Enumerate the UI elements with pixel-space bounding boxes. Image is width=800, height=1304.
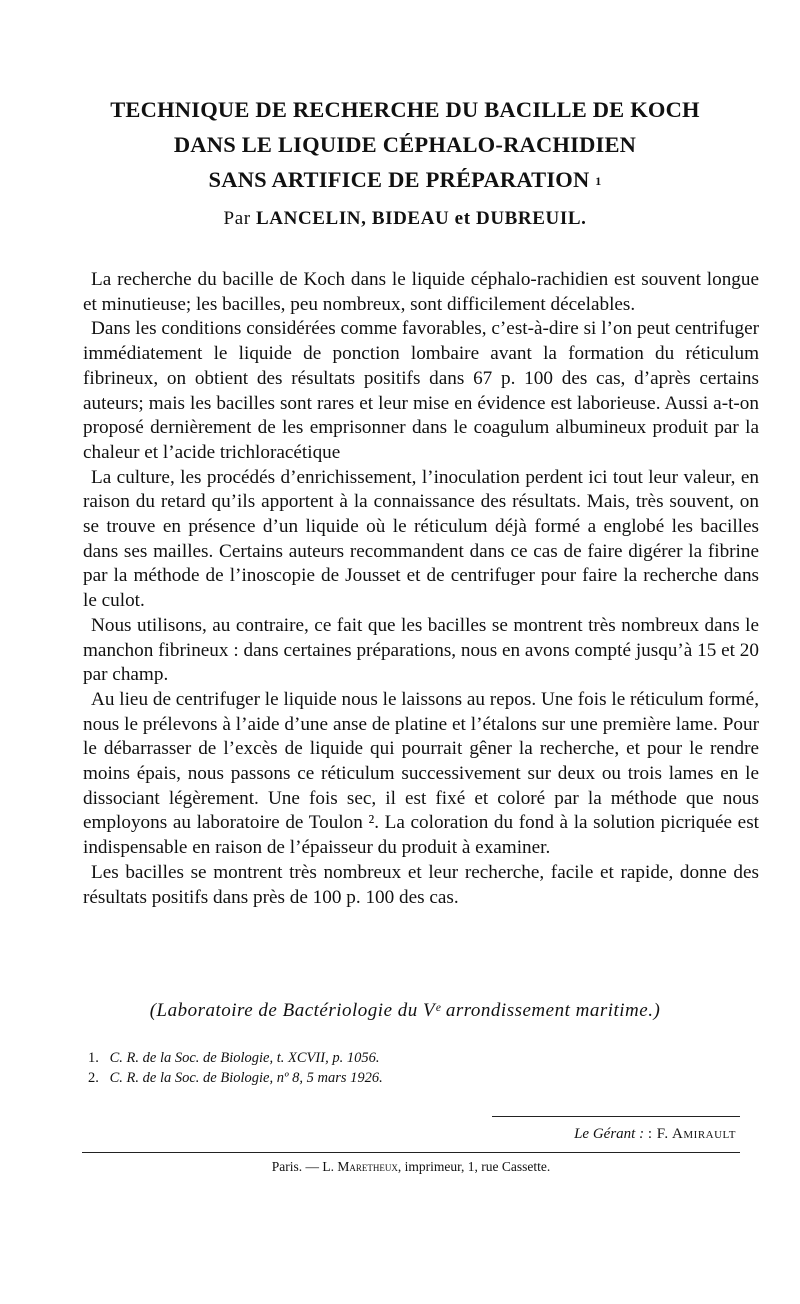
gerant-divider <box>492 1116 740 1117</box>
printer-suffix: imprimeur, 1, rue Cassette. <box>404 1159 551 1174</box>
title-line-1: TECHNIQUE DE RECHERCHE DU BACILLE DE KOCH <box>110 97 700 122</box>
footnote-2-text: C. R. de la Soc. de Biologie, nº 8, 5 mars 1926. <box>109 1070 383 1086</box>
footnotes <box>88 1048 648 1088</box>
footnote-1-number: 1. <box>88 1050 99 1066</box>
gerant-name: : F. Amirault <box>647 1126 736 1142</box>
title-footnote-mark: 1 <box>595 174 602 188</box>
footnote-2 <box>88 1068 648 1088</box>
authors: LANCELIN, BIDEAU et DUBREUIL. <box>256 208 587 229</box>
printer-line <box>82 1158 740 1176</box>
paragraph-6: Les bacilles se montrent très nombreux et leur recherche, facile et rapide, donne des résultats positifs dans près de 100 p. 100 des cas. <box>83 861 759 908</box>
footnote-2-number: 2. <box>88 1070 99 1086</box>
article-body <box>83 268 759 910</box>
paragraph-5: Au lieu de centrifuger le liquide nous le laissons au repos. Une fois le réticulum formé, nous le prélevons à l’aide d’une anse de platine et l’étalons sur une première lame. Pour le débarrasser de l’excès de liquide qui pourrait gêner la recherche, et pour le rendre moins épais, nous passons ce réticulum successivement sur deux ou trois lames en le dissociant légèrement. Une fois sec, il est fixé et coloré par la méthode que nous employons au laboratoire de Toulon ². La coloration du fond à la solution picriquée est indispensable en raison de l’épaisseur du produit à examiner. <box>83 688 759 859</box>
paragraph-4: Nous utilisons, au contraire, ce fait que les bacilles se montrent très nombreux dans le manchon fibrineux : dans certaines préparations, nous en avons compté jusqu’à 15 et 20 par champ. <box>83 614 759 686</box>
laboratory-attribution: (Laboratoire de Bactériologie du Vᵉ arrondissement maritime.) <box>149 1000 661 1021</box>
printer-divider <box>82 1152 740 1153</box>
printer-name: Maretheux, <box>337 1159 402 1174</box>
gerant-line <box>492 1124 736 1144</box>
title-line-3-text: SANS ARTIFICE DE PRÉPARATION <box>208 167 590 192</box>
gerant-role: Le Gérant : <box>574 1126 645 1142</box>
byline <box>80 206 730 232</box>
byline-prefix: Par <box>223 208 251 229</box>
footnote-1-text: C. R. de la Soc. de Biologie, t. XCVII, p. 1056. <box>109 1050 380 1066</box>
paragraph-1: La recherche du bacille de Koch dans le liquide céphalo-rachidien est souvent longue et minutieuse; les bacilles, peu nombreux, sont difficilement décelables. <box>83 269 759 315</box>
printer-prefix: Paris. — L. <box>271 1159 334 1174</box>
article-title <box>80 92 730 197</box>
title-line-2: DANS LE LIQUIDE CÉPHALO-RACHIDIEN <box>173 132 637 157</box>
paragraph-3: La culture, les procédés d’enrichissement, l’inoculation perdent ici tout leur valeur, en raison du retard qu’ils apportent à la connaissance des résultats. Mais, très souvent, on se trouve en présence d’un liquide où le réticulum déjà formé a englobé les bacilles dans ses mailles. Certains auteurs recommandent dans ce cas de faire digérer la fibrine par la méthode de l’inoscopie de Jousset et de centrifuger pour faire la recherche dans le culot. <box>83 466 759 612</box>
title-line-3 <box>80 162 730 197</box>
paragraph-2: Dans les conditions considérées comme favorables, c’est-à-dire si l’on peut centrifuger immédiatement le liquide de ponction lombaire avant la formation du réticulum fibrineux, on obtient des résultats positifs dans 67 p. 100 des cas, d’après certains auteurs; mais les bacilles sont rares et leur mise en évidence est laborieuse. Aussi a-t-on proposé dernièrement de les emprisonner dans le coagulum albumineux produit par la chaleur et l’acide trichloracétique <box>83 318 759 463</box>
footnote-1 <box>88 1048 648 1068</box>
